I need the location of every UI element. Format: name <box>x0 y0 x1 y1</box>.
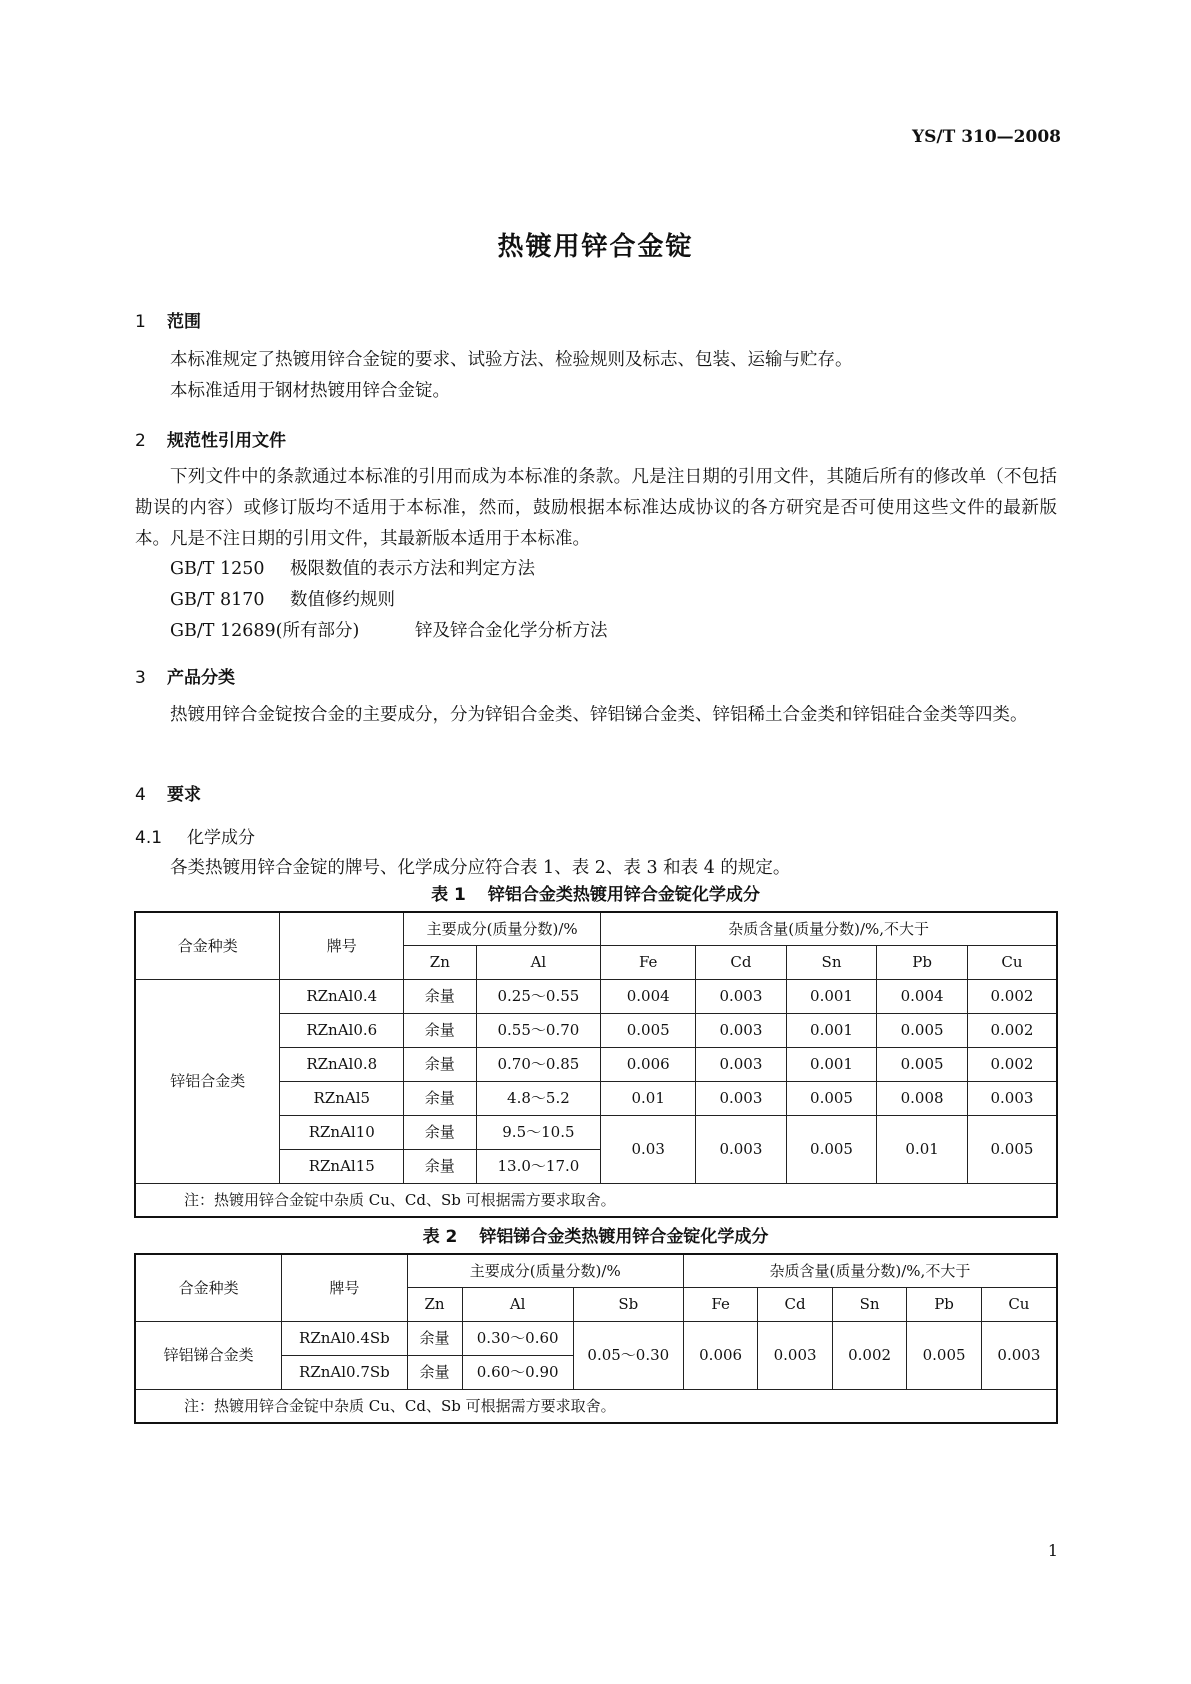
document-title: 热镀用锌合金锭 <box>497 232 694 262</box>
reference-code: GB/T 8170 <box>170 590 265 610</box>
cu-cell: 0.002 <box>967 979 1057 1013</box>
table-2 <box>134 1253 1058 1424</box>
fe-cell: 0.005 <box>601 1013 696 1047</box>
section-2-paragraph: 下列文件中的条款通过本标准的引用而成为本标准的条款。凡是注日期的引用文件，其随后所有的修改单（不包括勘误的内容）或修订版均不适用于本标准，然而，鼓励根据本标准达成协议的各方研究是否可使用这些文件的最新版本。凡是不注日期的引用文件，其最新版本适用于本标准。 <box>135 467 1057 549</box>
column-header-al: Al <box>476 945 601 979</box>
section-2-heading <box>135 426 286 451</box>
zn-cell: 余量 <box>404 1149 476 1183</box>
table-row <box>135 1321 1057 1355</box>
grade-cell: RZnAl15 <box>280 1149 404 1183</box>
table-1-note: 注：热镀用锌合金锭中杂质 Cu、Cd、Sb 可根据需方要求取舍。 <box>135 1183 1057 1217</box>
section-number: 4 <box>135 785 146 805</box>
sn-cell: 0.005 <box>786 1081 877 1115</box>
section-title: 化学成分 <box>187 828 255 848</box>
section-number: 1 <box>135 312 146 332</box>
table-1-title <box>0 880 1191 905</box>
table-2-note: 注：热镀用锌合金锭中杂质 Cu、Cd、Sb 可根据需方要求取舍。 <box>135 1389 1057 1423</box>
cu-cell: 0.005 <box>967 1115 1057 1183</box>
al-cell: 13.0～17.0 <box>476 1149 601 1183</box>
section-number: 2 <box>135 431 146 451</box>
section-number: 4.1 <box>135 828 163 848</box>
fe-cell: 0.004 <box>601 979 696 1013</box>
cd-cell: 0.003 <box>696 979 787 1013</box>
section-title: 规范性引用文件 <box>167 431 286 451</box>
cu-cell: 0.003 <box>967 1081 1057 1115</box>
grade-header: 牌号 <box>282 1254 407 1321</box>
pb-cell: 0.005 <box>907 1321 981 1389</box>
column-header-sn: Sn <box>786 945 877 979</box>
zn-cell: 余量 <box>404 1115 476 1149</box>
zn-cell: 余量 <box>404 979 476 1013</box>
section-3-paragraph: 热镀用锌合金锭按合金的主要成分，分为锌铝合金类、锌铝锑合金类、锌铝稀土合金类和锌铝硅合金类等四类。 <box>170 705 1028 725</box>
cu-cell: 0.002 <box>967 1047 1057 1081</box>
al-cell: 0.70～0.85 <box>476 1047 601 1081</box>
section-number: 3 <box>135 668 146 688</box>
fe-cell: 0.01 <box>601 1081 696 1115</box>
grade-cell: RZnAl0.7Sb <box>282 1355 407 1389</box>
section-title: 要求 <box>167 785 201 805</box>
section-title: 产品分类 <box>167 668 235 688</box>
impurities-header: 杂质含量(质量分数)/%,不大于 <box>601 912 1057 945</box>
table-1 <box>134 911 1058 1218</box>
sn-cell: 0.001 <box>786 1047 877 1081</box>
column-header-al: Al <box>462 1287 573 1321</box>
reference-item <box>170 585 395 616</box>
reference-code: GB/T 1250 <box>170 559 265 579</box>
table-caption: 锌铝锑合金类热镀用锌合金锭化学成分 <box>479 1227 769 1247</box>
column-header-fe: Fe <box>683 1287 757 1321</box>
pb-cell: 0.01 <box>877 1115 968 1183</box>
table-label: 表 1 <box>431 885 466 905</box>
section-1-paragraph-1: 本标准规定了热镀用锌合金锭的要求、试验方法、检验规则及标志、包装、运输与贮存。 <box>170 350 853 370</box>
grade-cell: RZnAl0.8 <box>280 1047 404 1081</box>
pb-cell: 0.004 <box>877 979 968 1013</box>
cd-cell: 0.003 <box>696 1115 787 1183</box>
zn-cell: 余量 <box>407 1321 462 1355</box>
reference-item <box>170 616 608 647</box>
al-cell: 9.5～10.5 <box>476 1115 601 1149</box>
section-title: 范围 <box>167 312 201 332</box>
al-cell: 4.8～5.2 <box>476 1081 601 1115</box>
reference-code: GB/T 12689(所有部分) <box>170 621 360 641</box>
alloy-type-header: 合金种类 <box>135 1254 282 1321</box>
column-header-zn: Zn <box>407 1287 462 1321</box>
cu-cell: 0.002 <box>967 1013 1057 1047</box>
zn-cell: 余量 <box>407 1355 462 1389</box>
table-row <box>135 979 1057 1013</box>
grade-cell: RZnAl0.4Sb <box>282 1321 407 1355</box>
al-cell: 0.25～0.55 <box>476 979 601 1013</box>
section-1-heading <box>135 307 201 332</box>
main-components-header: 主要成分(质量分数)/% <box>404 912 601 945</box>
cd-cell: 0.003 <box>758 1321 832 1389</box>
column-header-sn: Sn <box>832 1287 906 1321</box>
table-caption: 锌铝合金类热镀用锌合金锭化学成分 <box>487 885 760 905</box>
column-header-cu: Cu <box>967 945 1057 979</box>
cd-cell: 0.003 <box>696 1081 787 1115</box>
table-2-title <box>0 1222 1191 1247</box>
alloy-group-cell: 锌铝合金类 <box>135 979 280 1183</box>
grade-cell: RZnAl0.4 <box>280 979 404 1013</box>
section-4-heading <box>135 780 201 805</box>
column-header-cu: Cu <box>981 1287 1057 1321</box>
al-cell: 0.60～0.90 <box>462 1355 573 1389</box>
column-header-fe: Fe <box>601 945 696 979</box>
column-header-pb: Pb <box>877 945 968 979</box>
column-header-cd: Cd <box>696 945 787 979</box>
reference-item <box>170 554 535 585</box>
column-header-zn: Zn <box>404 945 476 979</box>
column-header-cd: Cd <box>758 1287 832 1321</box>
pb-cell: 0.005 <box>877 1047 968 1081</box>
reference-title: 极限数值的表示方法和判定方法 <box>290 559 535 579</box>
impurities-header: 杂质含量(质量分数)/%,不大于 <box>683 1254 1057 1287</box>
section-4-1-paragraph: 各类热镀用锌合金锭的牌号、化学成分应符合表 1、表 2、表 3 和表 4 的规定。 <box>170 858 791 878</box>
fe-cell: 0.006 <box>601 1047 696 1081</box>
column-header-pb: Pb <box>907 1287 981 1321</box>
grade-cell: RZnAl10 <box>280 1115 404 1149</box>
fe-cell: 0.006 <box>683 1321 757 1389</box>
alloy-type-header: 合金种类 <box>135 912 280 979</box>
alloy-group-cell: 锌铝锑合金类 <box>135 1321 282 1389</box>
al-cell: 0.55～0.70 <box>476 1013 601 1047</box>
pb-cell: 0.008 <box>877 1081 968 1115</box>
zn-cell: 余量 <box>404 1081 476 1115</box>
reference-title: 数值修约规则 <box>290 590 395 610</box>
zn-cell: 余量 <box>404 1013 476 1047</box>
section-4-1-heading <box>135 823 255 848</box>
sn-cell: 0.005 <box>786 1115 877 1183</box>
grade-cell: RZnAl0.6 <box>280 1013 404 1047</box>
sb-cell: 0.05～0.30 <box>573 1321 683 1389</box>
cu-cell: 0.003 <box>981 1321 1057 1389</box>
reference-title: 锌及锌合金化学分析方法 <box>415 621 608 641</box>
grade-cell: RZnAl5 <box>280 1081 404 1115</box>
al-cell: 0.30～0.60 <box>462 1321 573 1355</box>
cd-cell: 0.003 <box>696 1013 787 1047</box>
pb-cell: 0.005 <box>877 1013 968 1047</box>
column-header-sb: Sb <box>573 1287 683 1321</box>
cd-cell: 0.003 <box>696 1047 787 1081</box>
grade-header: 牌号 <box>280 912 404 979</box>
fe-cell: 0.03 <box>601 1115 696 1183</box>
sn-cell: 0.002 <box>832 1321 906 1389</box>
sn-cell: 0.001 <box>786 979 877 1013</box>
main-components-header: 主要成分(质量分数)/% <box>407 1254 683 1287</box>
zn-cell: 余量 <box>404 1047 476 1081</box>
section-1-paragraph-2: 本标准适用于钢材热镀用锌合金锭。 <box>170 381 450 401</box>
table-label: 表 2 <box>422 1227 458 1247</box>
page-number: 1 <box>1047 1541 1058 1560</box>
standard-code: YS/T 310—2008 <box>912 127 1061 147</box>
section-3-heading <box>135 663 235 688</box>
sn-cell: 0.001 <box>786 1013 877 1047</box>
